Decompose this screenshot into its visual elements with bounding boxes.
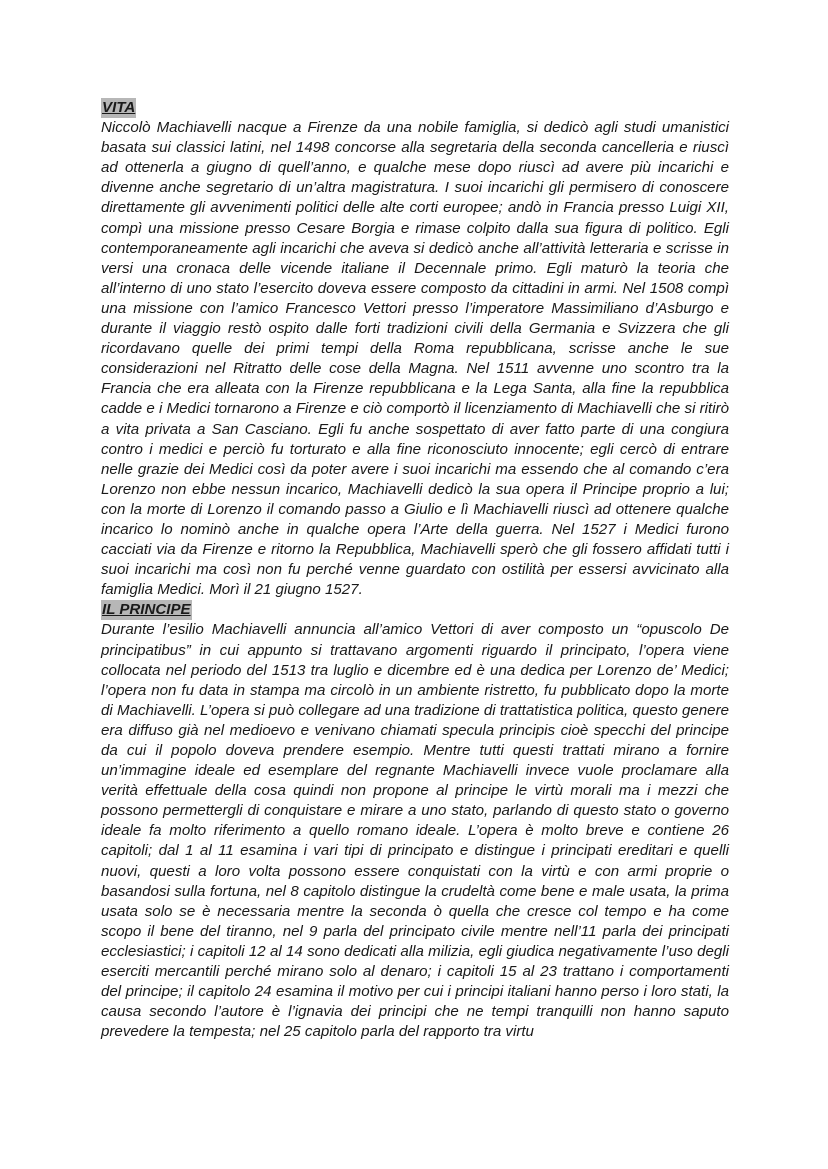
paragraph-vita: Niccolò Machiavelli nacque a Firenze da una nobile famiglia, si dedicò agli studi umanistici basata sui classici latini, nel 1498 concorse alla segretaria della seconda cancelleria e riuscì ad ottenerla a giugno di quell’anno, e qualche mese dopo riuscì ad avere più incarichi e divenne anche segretario di un’altra magistratura. I suoi incarichi gli permisero di conoscere direttamente gli avvenimenti politici delle alte corti europee; andò in Francia presso Luigi XII, compì una missione presso Cesare Borgia e rimase colpito dalla sua figura di politico. Egli contemporaneamente agli incarichi che aveva si dedicò anche all’attività letteraria e scrisse in versi una cronaca delle vicende italiane il Decennale primo. Egli maturò la teoria che all’interno di uno stato l’esercito doveva essere composto da cittadini in armi. Nel 1508 compì una missione con l’amico Francesco Vettori presso l’imperatore Massimiliano d’Asburgo e durante il viaggio restò ospito dalle forti tradizioni civili della Germania e Svizzera che gli ricordavano quelle dei primi tempi della Roma repubblicana, scrisse anche le sue considerazioni nel Ritratto delle cose della Magna. Nel 1511 avvenne uno scontro tra la Francia che era alleata con la Firenze repubblicana e la Lega Santa, alla fine la repubblica cadde e i Medici tornarono a Firenze e ciò comportò il licenziamento di Machiavelli che si ritirò a vita privata a San Casciano. Egli fu anche sospettato di aver fatto parte di una congiura contro i medici e perciò fu torturato e alla fine riconosciuto innocente; egli cercò di entrare nelle grazie dei Medici così da poter avere i suoi incarichi ma essendo che al comando c’era Lorenzo non ebbe nessun incarico, Machiavelli dedicò la sua opera il Principe proprio a lui; con la morte di Lorenzo il comando passo a Giulio e lì Machiavelli riuscì ad ottenere qualche incarico lo nominò anche in qualche opera l’Arte della guerra. Nel 1527 i Medici furono cacciati via da Firenze e ritorno la Repubblica, Machiavelli sperò che gli fossero affidati tutti i suoi incarichi ma così non fu perché venne guardato con ostilità per essersi avvicinato alla famiglia Medici. Morì il 21 giugno 1527. [101, 119, 729, 599]
section-heading-il-principe [101, 600, 729, 620]
heading-vita: VITA [101, 98, 136, 118]
document-page [101, 98, 729, 1042]
paragraph-il-principe: Durante l’esilio Machiavelli annuncia all’amico Vettori di aver composto un “opuscolo De principatibus” in cui appunto si trattavano argomenti riguardo il principato, l’opera viene collocata nel periodo del 1513 tra luglio e dicembre ed è una dedica per Lorenzo de’ Medici; l’opera non fu data in stampa ma circolò in un ambiente ristretto, fu pubblicato dopo la morte di Machiavelli. L’opera si può collegare ad una tradizione di trattatistica politica, questo genere era diffuso già nel medioevo e venivano chiamati specula principis cioè specchi del principe da cui il popolo doveva prendere esempio. Mentre tutti questi trattati mirano a fornire un’immagine ideale ed esemplare del regnante Machiavelli invece vuole proclamare alla verità effettuale della cosa quindi non propone al principe le virtù morali ma i mezzi che possono permettergli di conquistare e mirare a uno stato, parlando di questo stato o governo ideale fa molto riferimento a quello romano ideale. L’opera è molto breve e contiene 26 capitoli; dal 1 al 11 esamina i vari tipi di principato e distingue i principati ereditari e quelli nuovi, questi a loro volta possono essere conquistati con la virtù e con armi proprie o basandosi sulla fortuna, nel 8 capitolo distingue la crudeltà come bene e male usata, la prima usata solo se è necessaria mentre la seconda ò quella che cresce col tempo e ha come scopo il bene del tiranno, nel 9 parla del principato civile mentre nell’11 parla dei principati ecclesiastici; i capitoli 12 al 14 sono dedicati alla milizia, egli giudica negativamente l’uso degli eserciti mercantili perché mirano solo al denaro; i capitoli 15 al 23 trattano i comportamenti del principe; il capitolo 24 esamina il motivo per cui i principi italiani hanno perso i loro stati, la causa secondo l’autore è l’ignavia dei principi che ne tempi tranquilli non hanno saputo prevedere la tempesta; nel 25 capitolo parla del rapporto tra virtu [101, 621, 729, 1041]
section-vita [101, 98, 729, 600]
section-heading-vita [101, 98, 729, 118]
section-il-principe [101, 600, 729, 1042]
heading-il-principe: IL PRINCIPE [101, 600, 192, 620]
